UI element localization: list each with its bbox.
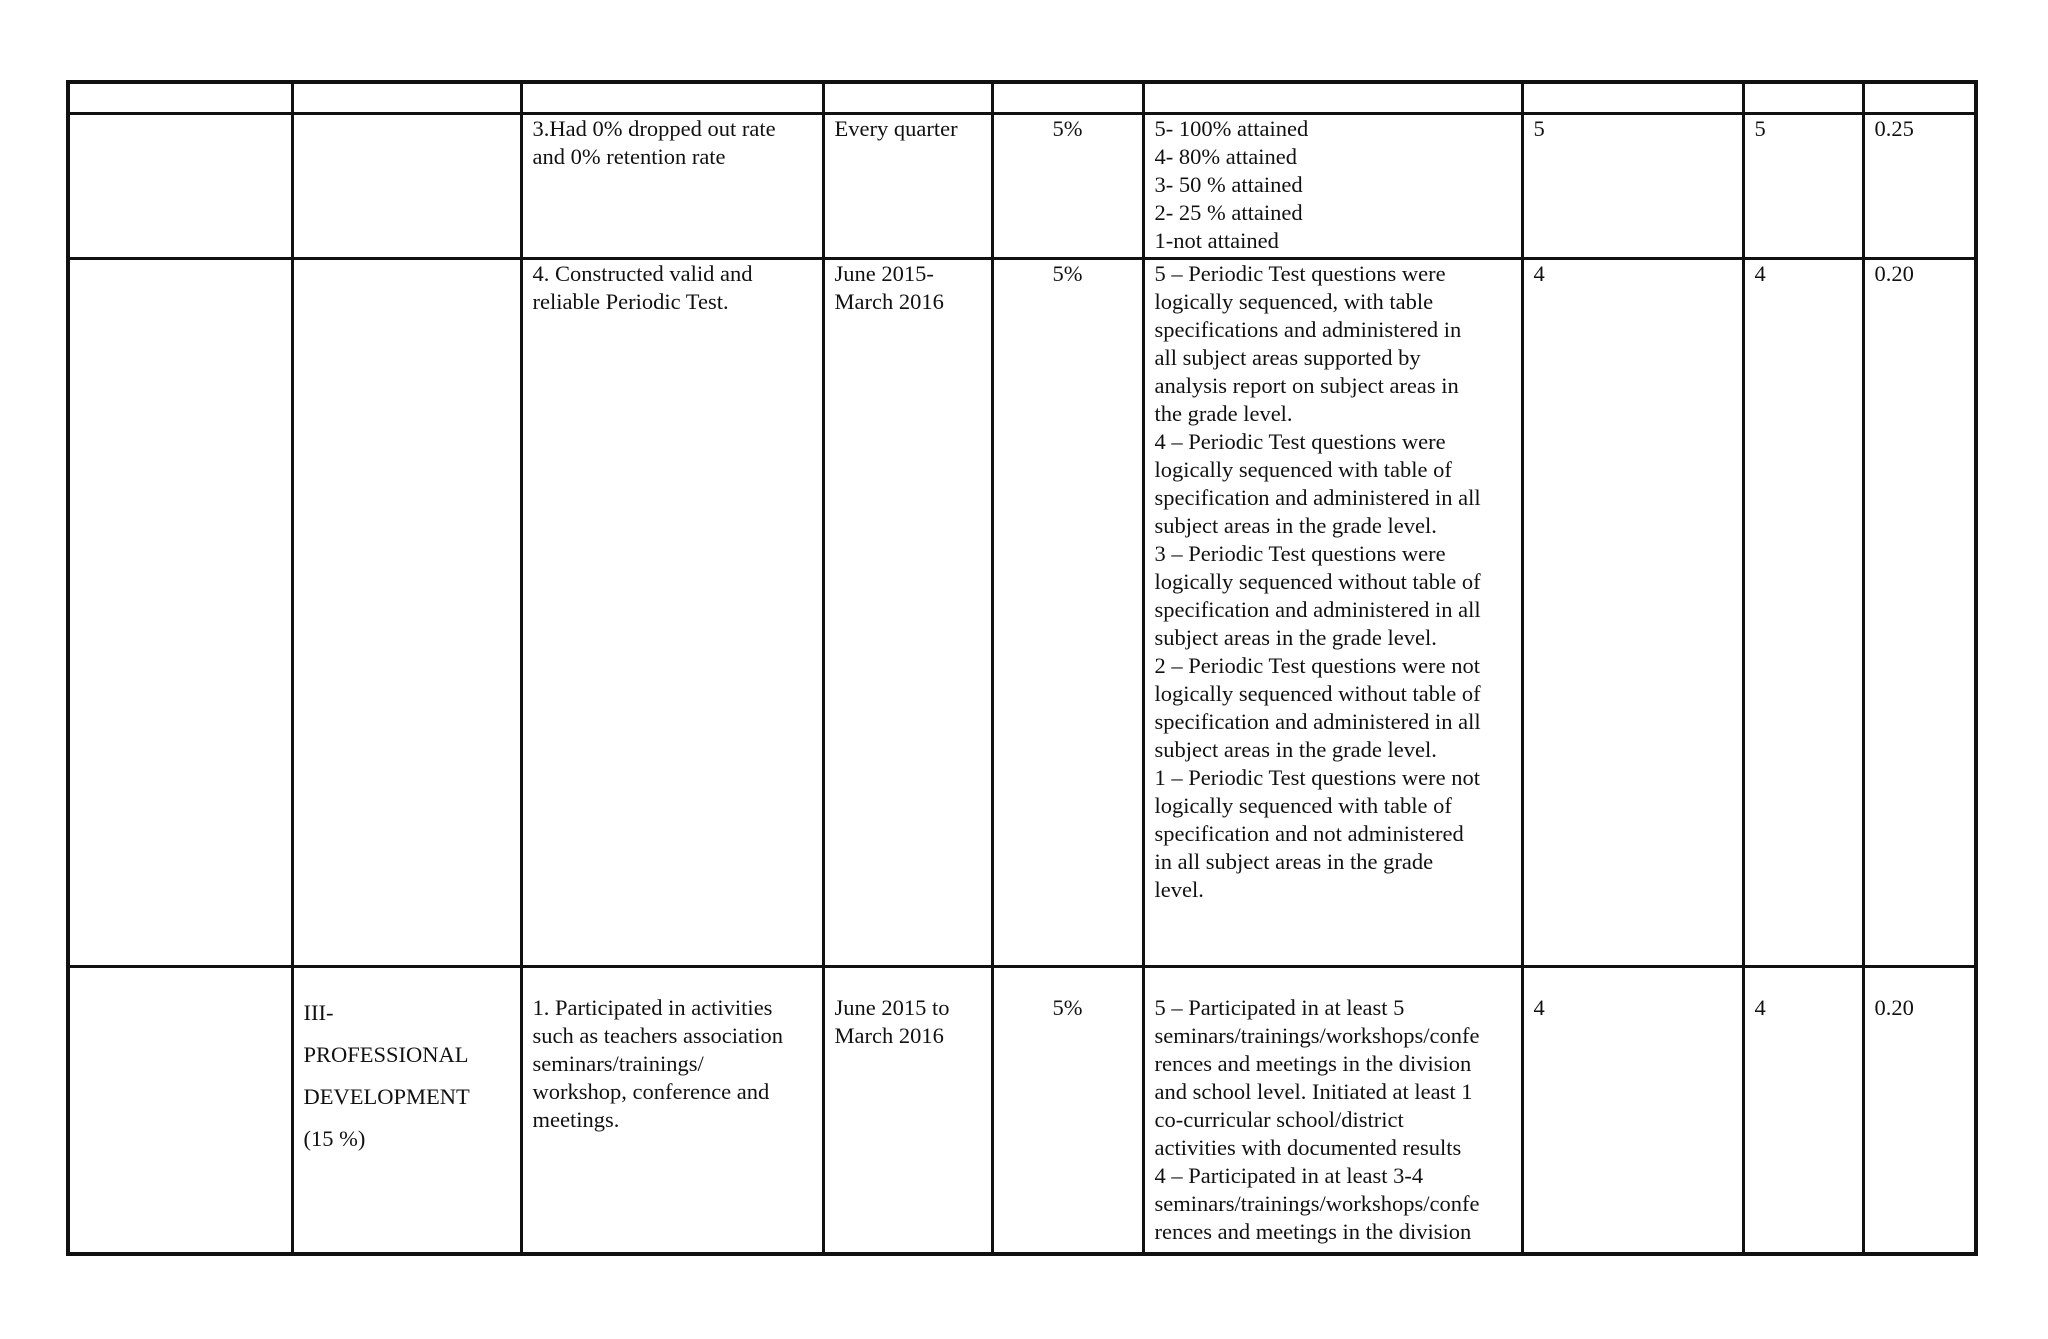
indicator-line: 2 – Periodic Test questions were not (1154, 653, 1480, 678)
indicator-line: rences and meetings in the division (1154, 1051, 1472, 1076)
objective-line: meetings. (532, 1107, 620, 1132)
performance-indicators-cell (1143, 259, 1522, 967)
indicator-line: logically sequenced with table of (1154, 793, 1452, 818)
indicator-line: and school level. Initiated at least 1 (1154, 1079, 1473, 1104)
table-row (68, 114, 1976, 259)
objective-line: seminars/trainings/ (532, 1051, 704, 1076)
header-cell (292, 82, 521, 114)
header-cell (823, 82, 992, 114)
rating-cell: 4 (1743, 967, 1863, 1254)
objective-line: reliable Periodic Test. (532, 289, 729, 314)
actual-results-cell: 4 (1522, 967, 1743, 1254)
timeline-line: March 2016 (834, 289, 944, 314)
table-row (68, 259, 1976, 967)
indicator-line: 5- 100% attained (1154, 116, 1309, 141)
kra-cell (68, 114, 292, 259)
indicator-line: level. (1154, 877, 1204, 902)
kra-line: DEVELOPMENT (303, 1084, 470, 1109)
indicator-line: specification and not administered (1154, 821, 1464, 846)
objective-line: 1. Participated in activities (532, 995, 773, 1020)
indicator-line: in all subject areas in the grade (1154, 849, 1434, 874)
actual-results-cell: 5 (1522, 114, 1743, 259)
indicator-line: seminars/trainings/workshops/confe (1154, 1023, 1480, 1048)
score-cell: 0.25 (1863, 114, 1976, 259)
indicator-line: 1-not attained (1154, 228, 1279, 253)
timeline-line: March 2016 (834, 1023, 944, 1048)
objective-cell (521, 967, 823, 1254)
objective-line: and 0% retention rate (532, 144, 726, 169)
timeline-cell (823, 114, 992, 259)
indicator-line: analysis report on subject areas in (1154, 373, 1459, 398)
indicator-line: 5 – Participated in at least 5 (1154, 995, 1405, 1020)
indicator-line: rences and meetings in the division (1154, 1219, 1472, 1244)
timeline-cell (823, 967, 992, 1254)
weight-cell: 5% (992, 114, 1143, 259)
objective-line: workshop, conference and (532, 1079, 770, 1104)
kra-cell (68, 259, 292, 967)
objective-line: 3.Had 0% dropped out rate (532, 116, 776, 141)
kra-cell (292, 114, 521, 259)
indicator-line: specifications and administered in (1154, 317, 1462, 342)
indicator-line: 3 – Periodic Test questions were (1154, 541, 1446, 566)
weight-cell: 5% (992, 259, 1143, 967)
indicator-line: subject areas in the grade level. (1154, 737, 1437, 762)
timeline-cell (823, 259, 992, 967)
indicator-line: 5 – Periodic Test questions were (1154, 261, 1446, 286)
indicator-line: seminars/trainings/workshops/confe (1154, 1191, 1480, 1216)
indicator-line: 3- 50 % attained (1154, 172, 1303, 197)
indicator-line: specification and administered in all (1154, 709, 1481, 734)
header-cell (521, 82, 823, 114)
indicator-line: logically sequenced with table of (1154, 457, 1452, 482)
indicator-line: 2- 25 % attained (1154, 200, 1303, 225)
indicator-line: co-curricular school/district (1154, 1107, 1404, 1132)
indicator-line: specification and administered in all (1154, 597, 1481, 622)
indicator-line: 1 – Periodic Test questions were not (1154, 765, 1480, 790)
indicator-line: logically sequenced without table of (1154, 569, 1481, 594)
objective-line: such as teachers association (532, 1023, 784, 1048)
indicator-line: logically sequenced without table of (1154, 681, 1481, 706)
indicator-line: 4 – Participated in at least 3-4 (1154, 1163, 1424, 1188)
performance-indicators-cell (1143, 967, 1522, 1254)
rating-cell: 5 (1743, 114, 1863, 259)
indicator-line: 4 – Periodic Test questions were (1154, 429, 1446, 454)
objective-cell (521, 114, 823, 259)
indicator-line: the grade level. (1154, 401, 1293, 426)
kra-line: (15 %) (303, 1126, 366, 1151)
kra-line: III- (303, 1000, 334, 1025)
weight-cell: 5% (992, 967, 1143, 1254)
header-cell (68, 82, 292, 114)
indicator-line: all subject areas supported by (1154, 345, 1421, 370)
performance-indicators-cell (1143, 114, 1522, 259)
table-row (68, 967, 1976, 1254)
header-cell (1522, 82, 1743, 114)
kra-cell (292, 259, 521, 967)
indicator-line: specification and administered in all (1154, 485, 1481, 510)
indicator-line: 4- 80% attained (1154, 144, 1297, 169)
timeline-line: Every quarter (834, 116, 958, 141)
indicator-line: subject areas in the grade level. (1154, 513, 1437, 538)
performance-table (66, 80, 1978, 1256)
score-cell: 0.20 (1863, 967, 1976, 1254)
header-cell (1143, 82, 1522, 114)
indicator-line: activities with documented results (1154, 1135, 1462, 1160)
table-header-row-blank (68, 82, 1976, 114)
kra-cell (68, 967, 292, 1254)
indicator-line: subject areas in the grade level. (1154, 625, 1437, 650)
kra-line: PROFESSIONAL (303, 1042, 469, 1067)
objective-line: 4. Constructed valid and (532, 261, 753, 286)
timeline-line: June 2015 to (834, 995, 950, 1020)
timeline-line: June 2015- (834, 261, 934, 286)
header-cell (1863, 82, 1976, 114)
rating-cell: 4 (1743, 259, 1863, 967)
kra-cell (292, 967, 521, 1254)
objective-cell (521, 259, 823, 967)
indicator-line: logically sequenced, with table (1154, 289, 1434, 314)
header-cell (1743, 82, 1863, 114)
score-cell: 0.20 (1863, 259, 1976, 967)
header-cell (992, 82, 1143, 114)
actual-results-cell: 4 (1522, 259, 1743, 967)
